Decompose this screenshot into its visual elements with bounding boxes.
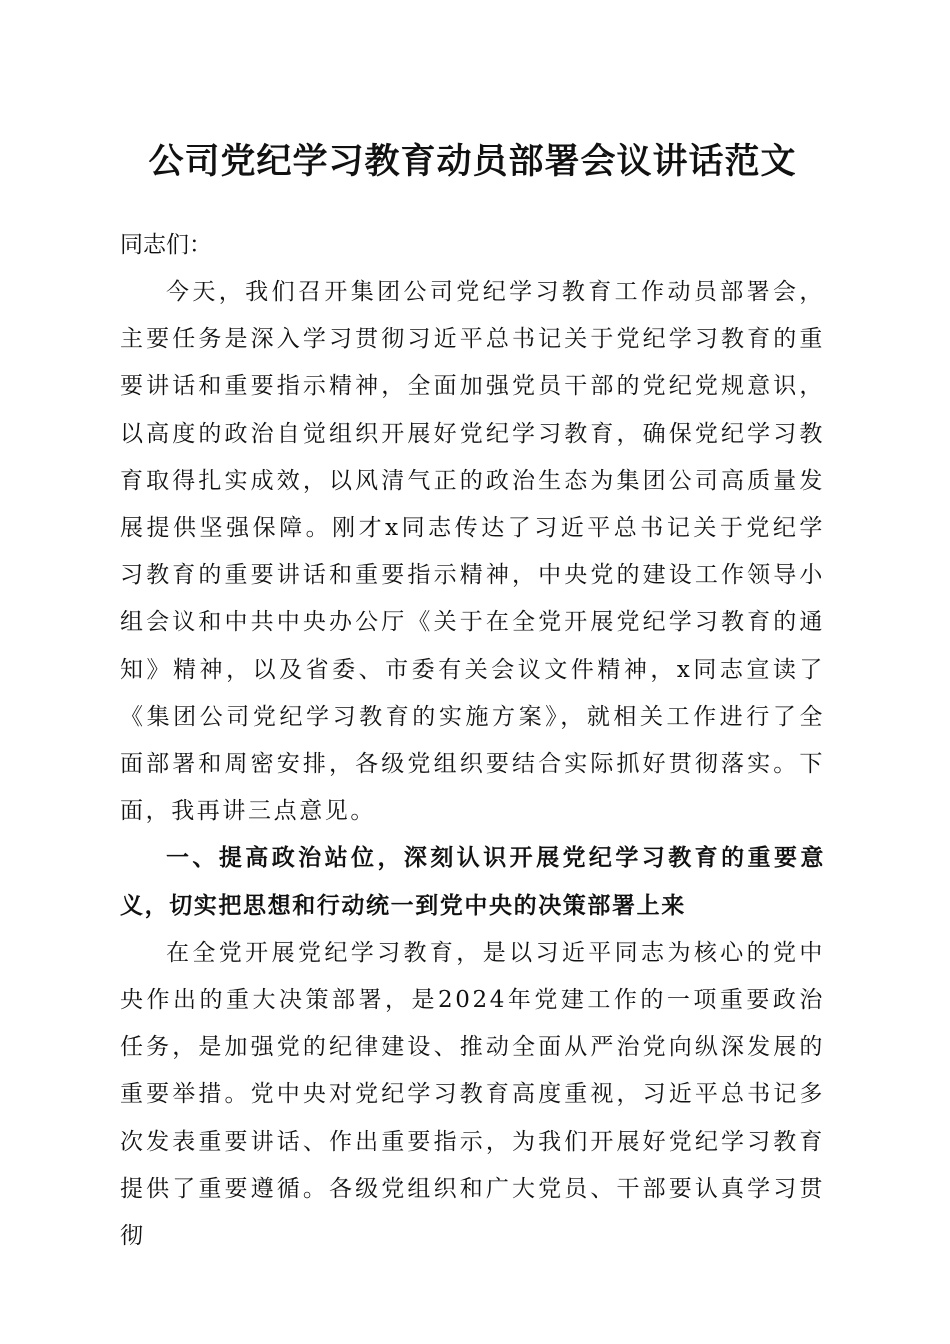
- document-page: [120, 0, 825, 1260]
- intro-paragraph: 今天，我们召开集团公司党纪学习教育工作动员部署会，主要任务是深入学习贯彻习近平总书记关于党纪学习教育的重要讲话和重要指示精神，全面加强党员干部的党纪党规意识，以高度的政治自觉组织开展好党纪学习教育，确保党纪学习教育取得扎实成效，以风清气正的政治生态为集团公司高质量发展提供坚强保障。刚才x同志传达了习近平总书记关于党纪学习教育的重要讲话和重要指示精神，中央党的建设工作领导小组会议和中共中央办公厅《关于在全党开展党纪学习教育的通知》精神，以及省委、市委有关会议文件精神，x同志宣读了《集团公司党纪学习教育的实施方案》，就相关工作进行了全面部署和周密安排，各级党组织要结合实际抓好贯彻落实。下面，我再讲三点意见。: [120, 279, 825, 825]
- salutation: 同志们：: [120, 232, 212, 258]
- section-1-paragraph: 在全党开展党纪学习教育，是以习近平同志为核心的党中央作出的重大决策部署，是2024年党建工作的一项重要政治任务，是加强党的纪律建设、推动全面从严治党向纵深发展的重要举措。党中央对党纪学习教育高度重视，习近平总书记多次发表重要讲话、作出重要指示，为我们开展好党纪学习教育提供了重要遵循。各级党组织和广大党员、干部要认真学习贯彻: [120, 939, 825, 1250]
- section-heading-1: 一、提高政治站位，深刻认识开展党纪学习教育的重要意义，切实把思想和行动统一到党中央的决策部署上来: [120, 845, 825, 919]
- document-title: 公司党纪学习教育动员部署会议讲话范文: [148, 141, 797, 182]
